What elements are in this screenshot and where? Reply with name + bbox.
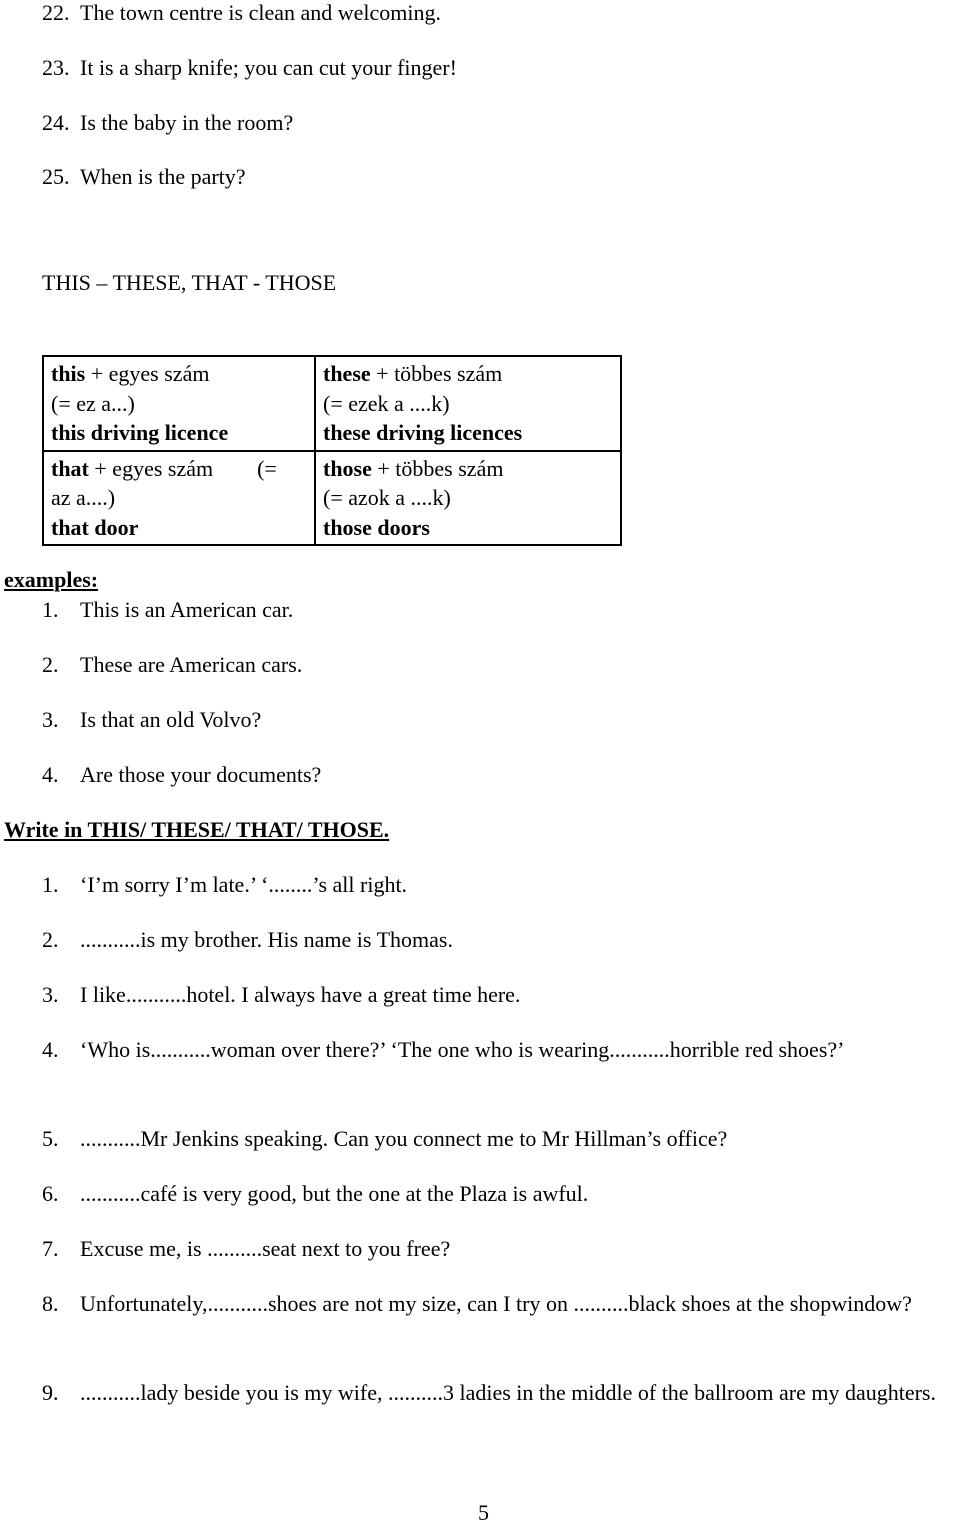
- example-phrase: that door: [51, 514, 139, 540]
- rule-text: + egyes szám (=: [88, 455, 277, 481]
- item-text: ‘I’m sorry I’m late.’ ‘........’s all right.: [80, 872, 408, 897]
- item-number: 25.: [42, 164, 70, 189]
- item-text: Unfortunately,...........shoes are not my size, can I try on ..........black shoes at the shopwindow?: [80, 1291, 912, 1316]
- exercise-item: [42, 1033, 912, 1066]
- example-phrase: those doors: [323, 514, 430, 540]
- exercise-item: [42, 1232, 960, 1265]
- keyword-that: that: [51, 455, 89, 481]
- item-number: 6.: [42, 1181, 59, 1206]
- exercise-item: [42, 978, 960, 1011]
- item-text: ...........lady beside you is my wife, ..........3 ladies in the middle of the ballroom are my daughters.: [80, 1380, 936, 1405]
- table-cell-that: [43, 451, 315, 546]
- list-item: [42, 0, 441, 29]
- item-number: 1.: [42, 872, 59, 897]
- item-text: Are those your documents?: [80, 762, 322, 787]
- exercise-item: [42, 923, 960, 956]
- item-text: These are American cars.: [80, 652, 303, 677]
- rule-text: + többes szám: [371, 455, 504, 481]
- table-cell-these: [315, 356, 621, 451]
- example-item: [42, 703, 261, 736]
- item-number: 3.: [42, 707, 59, 732]
- item-text: ...........Mr Jenkins speaking. Can you connect me to Mr Hillman’s office?: [80, 1126, 728, 1151]
- item-text: ‘Who is...........woman over there?’ ‘The one who is wearing...........horrible red shoes?’: [80, 1037, 845, 1062]
- item-number: 3.: [42, 982, 59, 1007]
- rule-text: + egyes szám: [85, 361, 210, 386]
- translation-text: (= azok a ....k): [323, 485, 451, 510]
- item-number: 24.: [42, 110, 70, 135]
- item-text: Is that an old Volvo?: [80, 707, 262, 732]
- table-row: [43, 356, 621, 451]
- table-cell-this: [43, 356, 315, 451]
- table-row: [43, 451, 621, 546]
- item-number: 8.: [42, 1291, 59, 1316]
- example-item: [42, 648, 302, 681]
- example-phrase: this driving licence: [51, 420, 229, 445]
- keyword-those: those: [323, 455, 372, 481]
- item-text: When is the party?: [80, 164, 246, 189]
- example-phrase: these driving licences: [323, 420, 523, 445]
- translation-text: (= ez a...): [51, 390, 135, 416]
- item-number: 4.: [42, 762, 59, 787]
- item-text: This is an American car.: [80, 597, 294, 622]
- exercise-item: [42, 868, 960, 901]
- example-item: [42, 758, 321, 791]
- example-item: [42, 593, 293, 626]
- section-heading: THIS – THESE, THAT - THOSE: [42, 270, 337, 295]
- translation-text: az a....): [51, 485, 116, 510]
- item-number: 7.: [42, 1236, 59, 1261]
- keyword-this: this: [51, 361, 86, 386]
- table-cell-those: [315, 451, 621, 546]
- exercise-item: [42, 1376, 960, 1409]
- keyword-these: these: [323, 361, 371, 386]
- item-text: ...........is my brother. His name is Thomas.: [80, 927, 453, 952]
- list-item: [42, 106, 293, 139]
- task-label: Write in THIS/ THESE/ THAT/ THOSE.: [4, 817, 390, 842]
- item-number: 22.: [42, 0, 70, 25]
- item-text: The town centre is clean and welcoming.: [80, 0, 442, 25]
- item-number: 1.: [42, 597, 59, 622]
- item-number: 2.: [42, 927, 59, 952]
- rule-text: + többes szám: [370, 361, 503, 386]
- list-item: [42, 160, 246, 193]
- item-text: Excuse me, is ..........seat next to you free?: [80, 1236, 451, 1261]
- translation-text: (= ezek a ....k): [323, 390, 450, 416]
- item-number: 5.: [42, 1126, 59, 1151]
- item-text: I like...........hotel. I always have a great time here.: [80, 982, 521, 1007]
- item-number: 4.: [42, 1037, 59, 1062]
- item-number: 9.: [42, 1380, 59, 1405]
- item-text: ...........café is very good, but the one at the Plaza is awful.: [80, 1181, 589, 1206]
- examples-label: examples:: [4, 567, 99, 592]
- exercise-item: [42, 1287, 912, 1320]
- item-number: 23.: [42, 55, 70, 80]
- grammar-table: [42, 355, 622, 546]
- item-text: Is the baby in the room?: [80, 110, 294, 135]
- exercise-item: [42, 1122, 960, 1155]
- exercise-item: [42, 1177, 960, 1210]
- item-number: 2.: [42, 652, 59, 677]
- item-text: It is a sharp knife; you can cut your finger!: [80, 55, 457, 80]
- list-item: [42, 51, 457, 84]
- page-number: 5: [478, 1500, 489, 1525]
